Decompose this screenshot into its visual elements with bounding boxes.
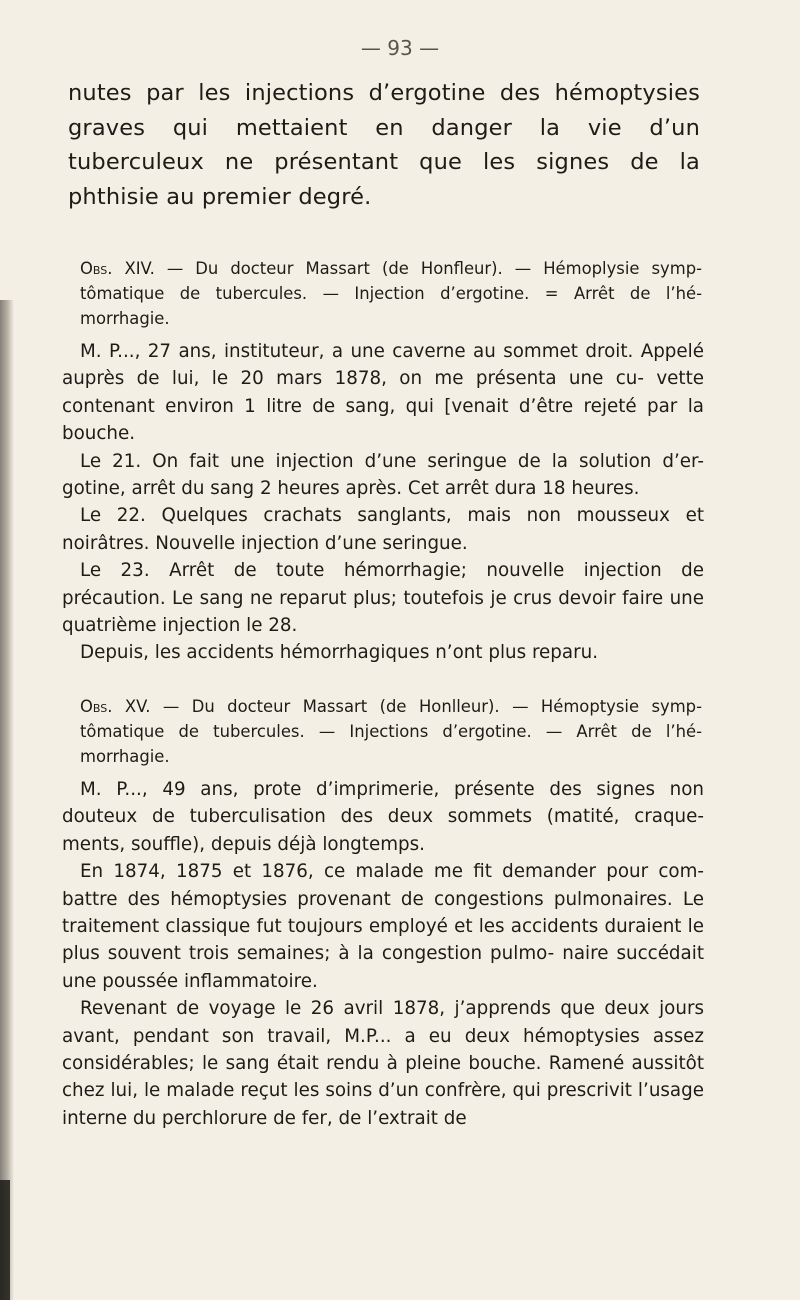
- obs-15-body: [62, 776, 704, 1132]
- book-spine-shadow: [0, 300, 14, 1300]
- obs-14-heading: [80, 256, 702, 331]
- obs-15-summary: — Du docteur Massart (de Honlleur). — Hémoptysie symp- tômatique de tubercules. — Injections d’ergotine. — Arrêt de l’hé- morrhagie.: [80, 697, 702, 766]
- obs-14-body: [62, 338, 704, 667]
- page-number: — 93 —: [360, 36, 440, 60]
- book-edge: [0, 1180, 10, 1300]
- obs-15-paragraph: Revenant de voyage le 26 avril 1878, j’apprends que deux jours avant, pendant son travail, M.P... a eu deux hémoptysies assez considérables; le sang était rendu à pleine bouche. Ramené aussitôt chez lui, le malade reçut les soins d’un confrère, qui prescrivit l’usage interne du perchlorure de fer, de l’extrait de: [62, 998, 704, 1129]
- obs-15-paragraph: M. P..., 49 ans, prote d’imprimerie, présente des signes non douteux de tuberculisation des deux sommets (matité, craque- ments, souffle), depuis déjà longtemps.: [62, 779, 704, 855]
- obs-14-paragraph: M. P..., 27 ans, instituteur, a une caverne au sommet droit. Appelé auprès de lui, le 20 mars 1878, on me présenta une cu- vette contenant environ 1 litre de sang, qui [venait d’être rejeté par la bouche.: [62, 341, 704, 445]
- obs-14-paragraph: Le 23. Arrêt de toute hémorrhagie; nouvelle injection de précaution. Le sang ne reparut plus; toutefois je crus devoir faire une quatrième injection le 28.: [62, 560, 704, 637]
- intro-paragraph: nutes par les injections d’ergotine des hémoptysies graves qui mettaient en danger la vie d’un tuberculeux ne présentant que les signes de la phthisie au premier degré.: [68, 80, 700, 210]
- obs-15-paragraph: En 1874, 1875 et 1876, ce malade me fit demander pour com- battre des hémoptysies provenant de congestions pulmonaires. Le traitement classique fut toujours employé et les accidents duraient le plus souvent trois semaines; à la congestion pulmo- naire succédait une poussée inflammatoire.: [62, 861, 704, 992]
- obs-14-paragraph: Le 22. Quelques crachats sanglants, mais non mousseux et noirâtres. Nouvelle injection d’une seringue.: [62, 505, 704, 554]
- obs-14-summary: — Du docteur Massart (de Honfleur). — Hémoplysie symp- tômatique de tubercules. — Injection d’ergotine. = Arrêt de l’hé- morrhagie.: [80, 259, 703, 328]
- obs-15-label: Obs. XV.: [80, 697, 151, 716]
- obs-15-heading: [80, 694, 702, 769]
- obs-14-paragraph: Le 21. On fait une injection d’une seringue de la solution d’er- gotine, arrêt du sang 2 heures après. Cet arrêt dura 18 heures.: [62, 450, 704, 500]
- obs-14-label: Obs. XIV.: [80, 259, 155, 278]
- obs-14-paragraph: Depuis, les accidents hémorrhagiques n’ont plus reparu.: [80, 642, 599, 664]
